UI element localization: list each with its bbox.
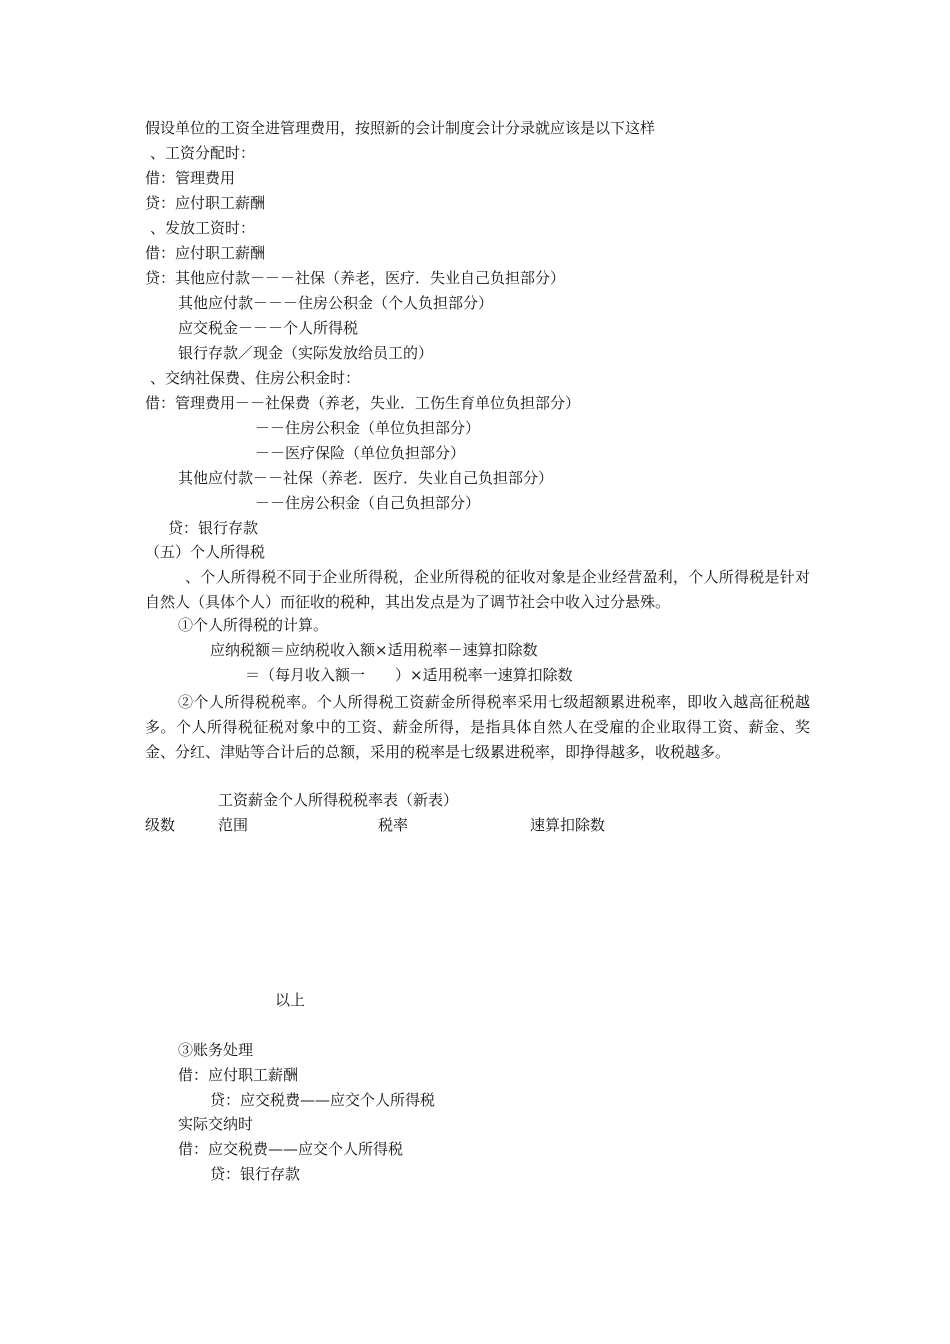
- table-header-range: 范围: [218, 816, 249, 834]
- payment-note: 实际交纳时: [178, 1115, 254, 1133]
- heading-wage-payment: 、发放工资时：: [150, 219, 256, 237]
- entry-debit: 借：应付职工薪酬: [178, 1066, 299, 1084]
- table-header-deduction: 速算扣除数: [530, 816, 606, 834]
- paragraph-intro: 、个人所得税不同于企业所得税，企业所得税的征收对象是企业经营盈利，个人所得税是针对自然人（具体个人）而征收的税种，其出发点是为了调节社会中收入过分悬殊。: [145, 568, 810, 611]
- entry-credit-sub: 应交税金－－－个人所得税: [178, 319, 359, 337]
- heading-social-security: 、交纳社保费、住房公积金时：: [150, 369, 361, 387]
- entry-debit: 借：应交税费——应交个人所得税: [178, 1140, 404, 1158]
- entry-credit: 贷：应交税费——应交个人所得税: [210, 1091, 436, 1109]
- table-cell: 以上: [275, 991, 306, 1009]
- subheading-accounting: ③账务处理: [178, 1041, 254, 1059]
- intro-line: 假设单位的工资全进管理费用，按照新的会计制度会计分录就应该是以下这样: [145, 119, 656, 137]
- entry-credit: 贷：其他应付款－－－社保（养老，医疗．失业自己负担部分）: [145, 269, 566, 287]
- paragraph-tax-rate: ②个人所得税税率。个人所得税工资薪金所得税率采用七级超额累进税率，即收入越高征税越多。个人所得税征税对象中的工资、薪金所得，是指具体自然人在受雇的企业取得工资、薪金、奖金、分红、津贴等合计后的总额，采用的税率是七级累进税率，即挣得越多，收税越多。: [145, 693, 810, 761]
- entry-debit-sub: －－住房公积金（单位负担部分）: [255, 419, 481, 437]
- formula-line: 应纳税额＝应纳税收入额×适用税率－速算扣除数: [210, 641, 538, 659]
- entry-debit: 借：应付职工薪酬: [145, 244, 266, 262]
- formula-line: ＝（每月收入额一 ）×适用税率一速算扣除数: [245, 666, 573, 684]
- entry-credit-sub: 银行存款／现金（实际发放给员工的）: [178, 344, 434, 362]
- entry-debit-sub: 其他应付款－－社保（养老．医疗．失业自己负担部分）: [178, 469, 554, 487]
- entry-debit: 借：管理费用－－社保费（养老，失业．工伤生育单位负担部分）: [145, 394, 581, 412]
- section-heading: （五）个人所得税: [145, 543, 266, 561]
- entry-debit-sub: －－医疗保险（单位负担部分）: [255, 444, 466, 462]
- entry-credit: 贷：银行存款: [168, 519, 259, 537]
- subheading-calculation: ①个人所得税的计算。: [178, 616, 329, 634]
- entry-debit-sub: －－住房公积金（自己负担部分）: [255, 494, 481, 512]
- entry-credit: 贷：银行存款: [210, 1165, 301, 1183]
- heading-wage-allocation: 、工资分配时：: [150, 144, 256, 162]
- table-header-rate: 税率: [378, 816, 409, 834]
- table-header-level: 级数: [145, 816, 176, 834]
- entry-credit: 贷：应付职工薪酬: [145, 194, 266, 212]
- table-title: 工资薪金个人所得税税率表（新表）: [218, 791, 459, 809]
- entry-debit: 借：管理费用: [145, 169, 236, 187]
- entry-credit-sub: 其他应付款－－－住房公积金（个人负担部分）: [178, 294, 494, 312]
